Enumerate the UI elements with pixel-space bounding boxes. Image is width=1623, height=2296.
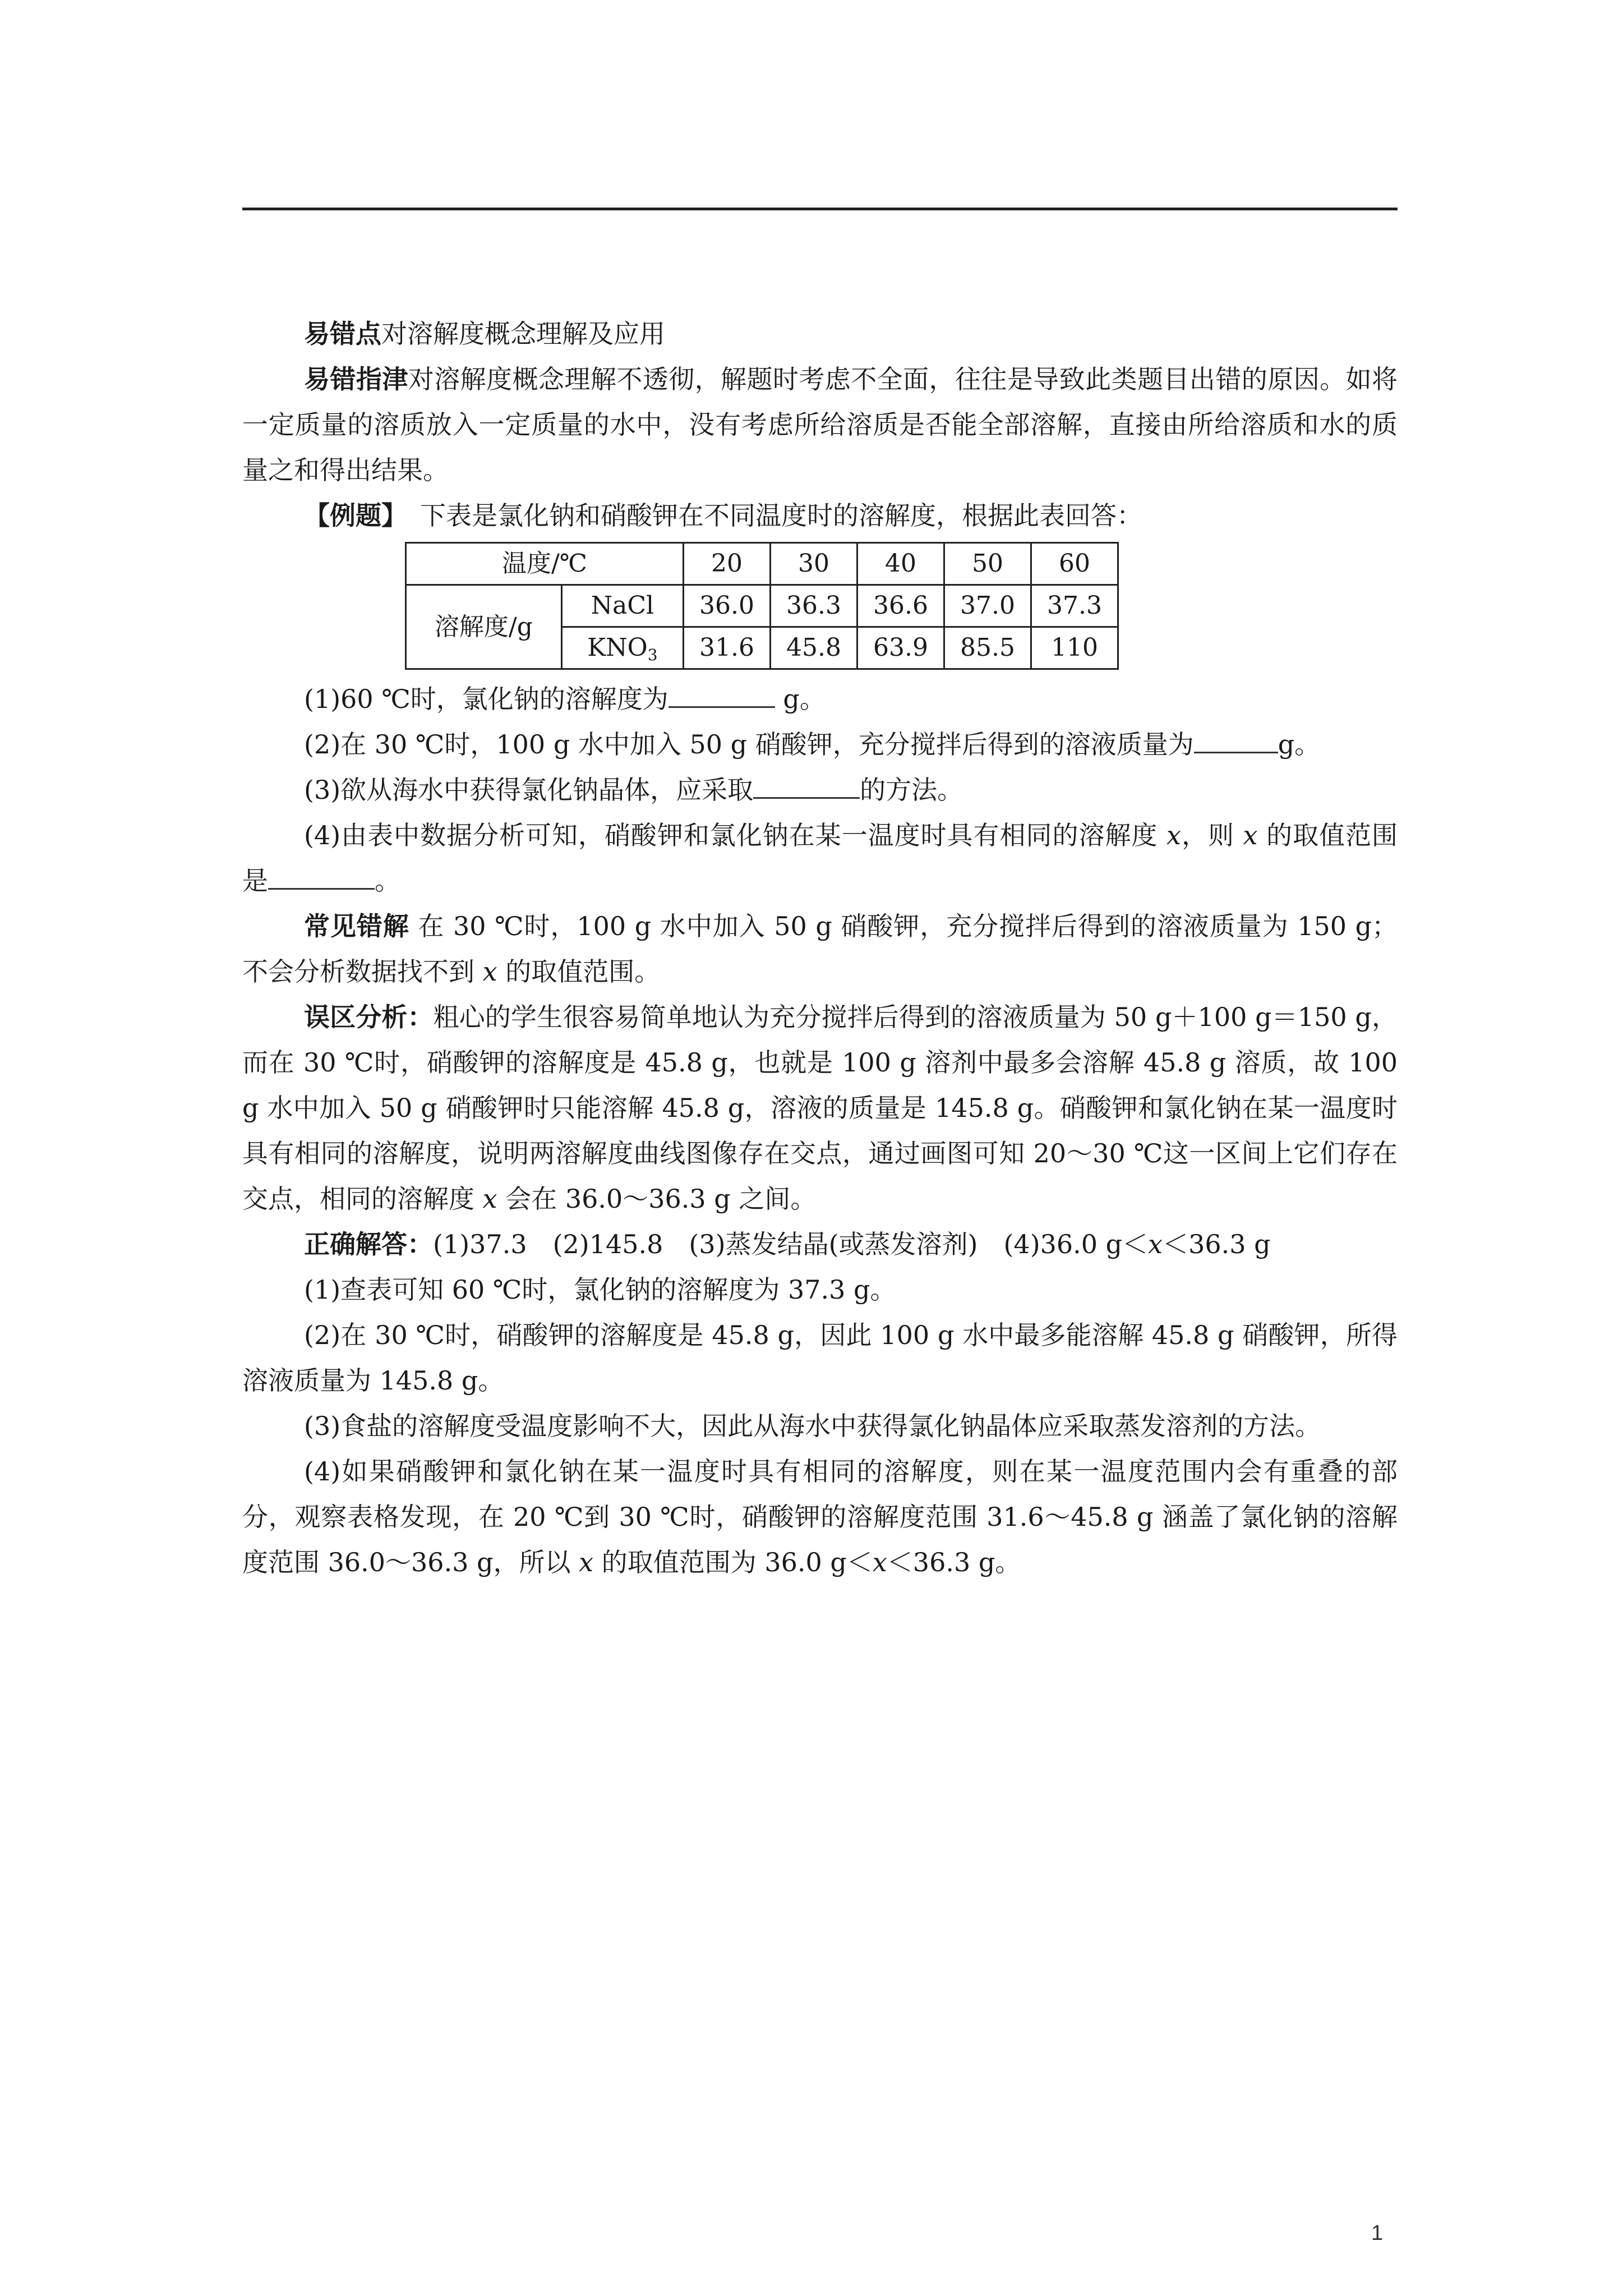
common-error-text: 的取值范围。	[497, 956, 661, 987]
explanation-4	[242, 1449, 1398, 1585]
example-label: 【例题】	[304, 500, 394, 531]
solubility-table-wrap	[242, 542, 1398, 670]
value-cell: 36.3	[771, 585, 857, 627]
page-number: 1	[1371, 2221, 1384, 2245]
table-row-temperature	[406, 543, 1118, 585]
answer-text: (1)37.3 (2)145.8 (3)蒸发结晶(或蒸发溶剂) (4)36.0 g＜	[433, 1229, 1149, 1259]
answer-blank	[753, 774, 860, 799]
question-1-unit: g。	[774, 684, 826, 714]
explanation-4-text: 的取值范围为 36.0 g＜	[593, 1547, 873, 1577]
value-cell: 36.6	[857, 585, 944, 627]
value-cell: 45.8	[771, 627, 857, 669]
solubility-table	[405, 542, 1119, 670]
answer-blank	[268, 864, 375, 890]
heading-text: 对溶解度概念理解及应用	[381, 319, 665, 349]
variable-x: x	[1243, 820, 1258, 850]
question-4-text: ，则	[1181, 820, 1243, 850]
variable-x: x	[872, 1547, 887, 1577]
question-3	[242, 767, 1398, 813]
question-2	[242, 722, 1398, 767]
heading-label: 易错点	[304, 319, 381, 349]
example-text: 下表是氯化钠和硝酸钾在不同温度时的溶解度，根据此表回答：	[420, 500, 1142, 531]
substance-kno3-main: KNO	[587, 633, 648, 662]
question-2-unit: g。	[1278, 729, 1321, 760]
temp-cell: 20	[684, 543, 771, 585]
answer-label: 正确解答：	[304, 1229, 433, 1259]
question-4	[242, 813, 1398, 904]
answer-text: ＜36.3 g	[1163, 1229, 1271, 1259]
common-error-text: 在 30 ℃时，100 g 水中加入 50 g 硝酸钾，充分搅拌后得到的溶液质量为 150 g；不会分析数据找不到	[242, 911, 1398, 987]
substance-kno3	[561, 627, 683, 669]
question-3-suffix: 的方法。	[860, 775, 963, 805]
analysis-text: 粗心的学生很容易简单地认为充分搅拌后得到的溶液质量为 50 g＋100 g＝150 g，而在 30 ℃时，硝酸钾的溶解度是 45.8 g，也就是 100 g 溶剂中最多会溶解 45.8 g 溶质，故 100 g 水中加入 50 g 硝酸钾时只能溶解 45.8 g，溶液的质量是 145.8 g。硝酸钾和氯化钠在某一温度时具有相同的溶解度，说明两溶解度曲线图像存在交点，通过画图可知 20～30 ℃这一区间上它们存在交点，相同的溶解度	[242, 1002, 1398, 1214]
solubility-header: 溶解度/g	[406, 585, 562, 669]
explanation-3: (3)食盐的溶解度受温度影响不大，因此从海水中获得氯化钠晶体应采取蒸发溶剂的方法。	[304, 1411, 1321, 1441]
question-1-text: (1)60 ℃时，氯化钠的溶解度为	[304, 684, 668, 714]
section-heading	[242, 311, 1398, 357]
question-4-suffix: 。	[375, 866, 400, 896]
value-cell: 37.3	[1031, 585, 1118, 627]
explanation-2: (2)在 30 ℃时，硝酸钾的溶解度是 45.8 g，因此 100 g 水中最多能溶解 45.8 g 硝酸钾，所得溶液质量为 145.8 g。	[242, 1320, 1398, 1396]
answer-blank	[1194, 728, 1278, 753]
example-paragraph	[242, 493, 1398, 539]
question-4-text: 的取值范围是	[242, 820, 1398, 896]
answer-blank	[668, 683, 775, 708]
substance-kno3-subscript: 3	[647, 646, 658, 664]
answer-paragraph	[242, 1222, 1398, 1267]
value-cell: 37.0	[944, 585, 1031, 627]
question-3-text: (3)欲从海水中获得氯化钠晶体，应采取	[304, 775, 754, 805]
question-4-text: (4)由表中数据分析可知，硝酸钾和氯化钠在某一温度时具有相同的溶解度	[304, 820, 1167, 850]
value-cell: 110	[1031, 627, 1118, 669]
guide-label: 易错指津	[304, 364, 408, 394]
guide-paragraph	[242, 357, 1398, 493]
value-cell: 63.9	[857, 627, 944, 669]
explanation-4-text: (4)如果硝酸钾和氯化钠在某一温度时具有相同的溶解度，则在某一温度范围内会有重叠的部分，观察表格发现，在 20 ℃到 30 ℃时，硝酸钾的溶解度范围 31.6～45.8 g 涵盖了氯化钠的溶解度范围 36.0～36.3 g，所以	[242, 1456, 1398, 1577]
question-2-text: (2)在 30 ℃时，100 g 水中加入 50 g 硝酸钾，充分搅拌后得到的溶液质量为	[304, 729, 1194, 760]
question-1	[242, 677, 1398, 722]
guide-text: 对溶解度概念理解不透彻，解题时考虑不全面，往往是导致此类题目出错的原因。如将一定质量的溶质放入一定质量的水中，没有考虑所给溶质是否能全部溶解，直接由所给溶质和水的质量之和得出结果。	[242, 364, 1398, 485]
analysis-text: 会在 36.0～36.3 g 之间。	[497, 1184, 817, 1214]
header-rule	[242, 208, 1398, 210]
explanation-4-text: ＜36.3 g。	[887, 1547, 1021, 1577]
table-row-nacl	[406, 585, 1118, 627]
variable-x: x	[1148, 1229, 1163, 1259]
temp-cell: 60	[1031, 543, 1118, 585]
variable-x: x	[1166, 820, 1181, 850]
document-body	[242, 311, 1398, 1585]
analysis-label: 误区分析：	[304, 1002, 434, 1032]
temp-cell: 50	[944, 543, 1031, 585]
common-error-paragraph	[242, 904, 1398, 995]
temp-cell: 40	[857, 543, 944, 585]
value-cell: 31.6	[684, 627, 771, 669]
substance-nacl: NaCl	[561, 585, 683, 627]
value-cell: 85.5	[944, 627, 1031, 669]
value-cell: 36.0	[684, 585, 771, 627]
common-error-label: 常见错解	[304, 911, 409, 941]
temperature-header: 温度/℃	[406, 543, 684, 585]
variable-x: x	[579, 1547, 594, 1577]
variable-x: x	[482, 956, 497, 987]
explanation-1: (1)查表可知 60 ℃时，氯化钠的溶解度为 37.3 g。	[304, 1274, 896, 1305]
analysis-paragraph	[242, 995, 1398, 1222]
temp-cell: 30	[771, 543, 857, 585]
variable-x: x	[482, 1184, 497, 1214]
